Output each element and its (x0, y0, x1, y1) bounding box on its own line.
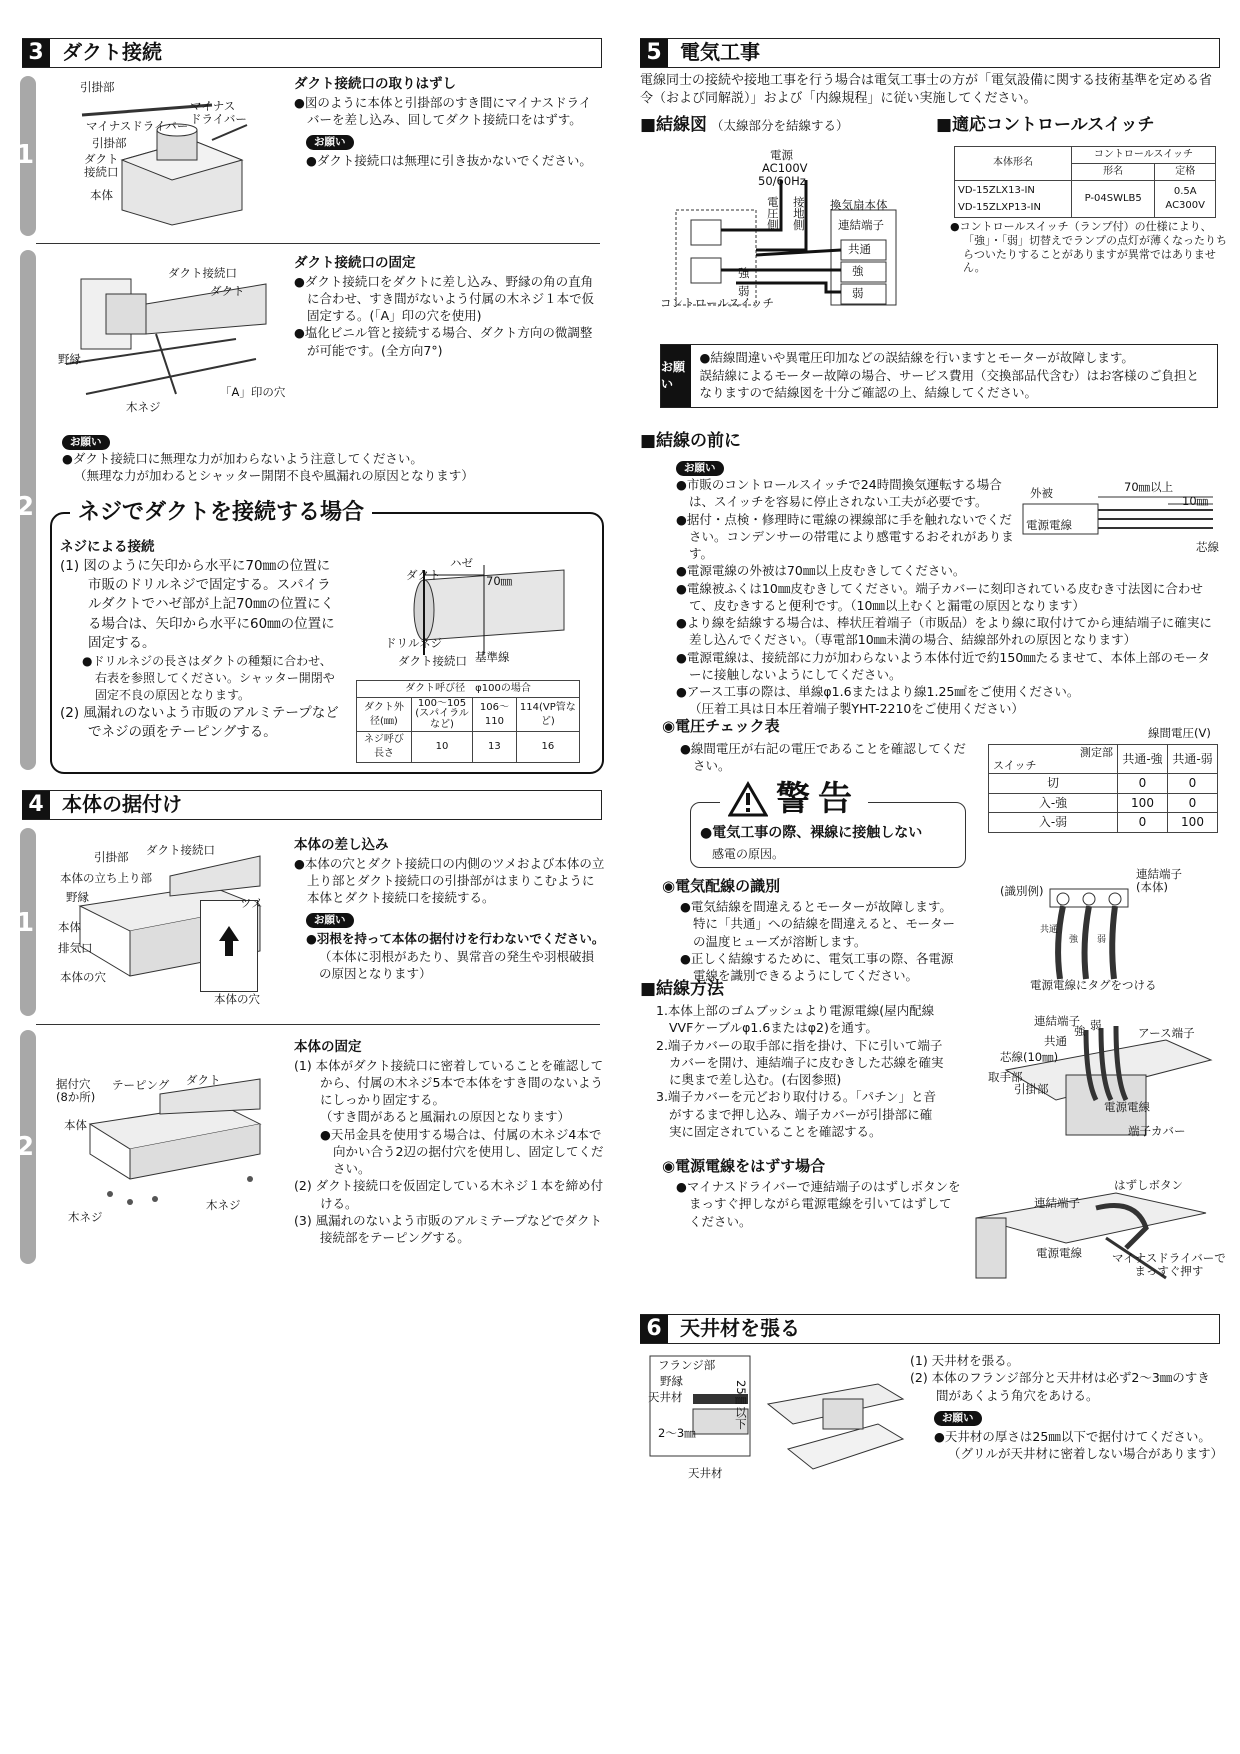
method-item: 2.端子カバーの取手部に指を掛け、下に引いて端子カバーを開け、連結端子に皮むきした芯線を確実に奥まで差し込む。(右図参照) (656, 1037, 944, 1087)
table-cell: 100 (1118, 793, 1168, 813)
wiring-subtitle: （太線部分を結線する） (711, 118, 849, 133)
step-number: 1 (16, 908, 35, 938)
switch-table (954, 146, 1216, 218)
fig-label: 天井材 (688, 1466, 723, 1480)
sec3-step2-text (294, 254, 600, 359)
method-title: ■結線方法 (640, 979, 725, 999)
fig-label: ダクト (406, 568, 441, 582)
fig-label: はずしボタン (1114, 1178, 1183, 1192)
table-cell: P-04SWLB5 (1071, 180, 1154, 217)
sec3-number: 3 (22, 39, 50, 67)
table-cell: 16 (516, 732, 579, 763)
screw-length-table (356, 680, 580, 763)
fig-label: 換気扇本体 (830, 198, 888, 212)
divider (36, 1024, 600, 1025)
table-cell: 切 (989, 774, 1118, 794)
fig-label: 電源電線 (1026, 518, 1072, 532)
table-header: スイッチ (993, 758, 1037, 772)
fig-label: 接地側 (791, 196, 806, 231)
fig-label: 野縁 (66, 890, 89, 904)
fig-label: コントロールスイッチ (660, 296, 774, 310)
table-cell: ダクト外径(㎜) (357, 697, 412, 732)
fig-label: 端子カバー (1128, 1124, 1186, 1138)
sec4-number: 4 (22, 791, 50, 819)
fig-label: ダクト (186, 1073, 221, 1087)
step-number: 2 (16, 492, 35, 522)
screw-subhead: ネジによる接続 (60, 539, 155, 555)
remove-bullet: ●マイナスドライバーで連結端子のはずしボタンをまっすぐ押しながら電源電線を引いてはずしてください。 (676, 1179, 961, 1229)
bullet: （圧着工具は日本圧着端子製YHT-2210をご使用ください） (689, 701, 1024, 717)
onegai-badge: お願い (676, 461, 724, 476)
fig-label: ドリルネジ (385, 636, 443, 650)
fig-label: 連結端子 (1034, 1014, 1080, 1028)
fig-label: 野縁 (58, 352, 81, 366)
table-header: 測定部 (1080, 746, 1113, 759)
fig-label: 電圧側 (765, 196, 780, 231)
fig-label: 木ネジ (126, 400, 161, 414)
note-line: ●ダクト接続口に無理な力が加わらないよう注意してください。 (62, 451, 423, 466)
step-number: 2 (16, 1132, 35, 1162)
fig-label: 弱 (1097, 935, 1107, 945)
fig-label: AC100V (762, 161, 808, 175)
fig-label: マイナスドライバーで まっすぐ押す (1112, 1251, 1226, 1279)
step-bar-4-2 (16, 1030, 36, 1264)
screw-item-1: (1) 図のように矢印から水平に70㎜の位置に市販のドリルネジで固定する。スパイラルダクトでハゼ部が上記70㎜の位置にくる場合は、矢印から水平に60㎜の位置に固定する。 (60, 558, 335, 651)
bullet: ●電源電線は、接続部に力が加わらないよう本体付近で約150㎜たるませて、本体上部のモーターに接触しないようにしてください。 (676, 649, 1211, 682)
sec3-title: ダクト接続 (62, 40, 162, 65)
remove-title: ◉電源電線をはずす場合 (662, 1157, 826, 1175)
identify-title: ◉電気配線の識別 (662, 877, 781, 895)
onegai-badge: お願い (62, 435, 110, 450)
fig-label: 本体 (64, 1118, 87, 1132)
fig-label: テーピング (112, 1078, 170, 1092)
fig-label: 強 (852, 264, 864, 278)
onegai-badge: お願い (306, 913, 354, 928)
table-header: 本体形名 (955, 147, 1072, 181)
bullet: ●より線を結線する場合は、棒状圧着端子（市販品）をより線に取付けてから連結端子に確実に差し込んでください。（専電部10㎜未満の場合、結線部外れの原因となります） (676, 615, 1212, 648)
switch-title: ■適応コントロールスイッチ (936, 115, 1155, 135)
sec4-title: 本体の据付け (62, 792, 182, 817)
fig-label: 共通 (1040, 925, 1059, 935)
method-item: 3.端子カバーを元どおり取付ける。「パチン」と音がするまで押し込み、端子カバーが引掛部に確実に固定されていることを確認する。 (656, 1089, 937, 1139)
table-header: 共通-弱 (1168, 745, 1218, 774)
voltage-unit: 線間電圧(V) (1148, 726, 1211, 740)
fig-label: 連結端子 (838, 218, 884, 232)
table-cell: 0 (1168, 774, 1218, 794)
fig-label: 「A」印の穴 (220, 385, 286, 399)
sec3-step1-heading: ダクト接続口の取りはずし (294, 76, 456, 92)
fig-label: マイナスドライバー (86, 119, 189, 133)
sec5-intro: 電線同士の接続や接地工事を行う場合は電気工事士の方が「電気設備に関する技術基準を定める省令（および同解説）」および「内線規程」に従い実施してください。 (640, 73, 1213, 106)
fig-label: 排気口 (58, 941, 93, 955)
fig-label: 基準線 (475, 650, 510, 664)
voltage-title-pos: ◉電圧チェック表 (662, 717, 780, 735)
fig-label: (識別例) (1000, 884, 1044, 898)
arrow-up-icon (201, 901, 257, 991)
sec4-step2-item: (2) ダクト接続口を仮固定している木ネジ１本を締め付ける。 (294, 1178, 604, 1211)
sec4-step2-item: （すき間があると風漏れの原因となります） (320, 1109, 571, 1125)
screw-box-title: ネジでダクトを接続する場合 (70, 498, 372, 528)
fig-label: 共通 (848, 242, 871, 256)
bullet: ●電源電線の外被は70㎜以上皮むきしてください。 (676, 563, 966, 579)
table-cell: ネジ呼び長さ (357, 732, 412, 763)
method-list (656, 1002, 944, 1140)
voltage-note: ●線間電圧が右記の電圧であることを確認してください。 (680, 741, 966, 774)
identify-list (680, 898, 962, 984)
body-hole-detail (200, 900, 258, 992)
table-cell: 0 (1168, 793, 1218, 813)
screw-item-2: (2) 風漏れのないよう市販のアルミテープなどでネジの頭をテーピングする。 (60, 705, 339, 741)
sec4-step1-text (294, 836, 606, 982)
onegai-badge: お願い (934, 1411, 982, 1426)
fig-label: 強 (738, 266, 750, 280)
notice-box (660, 344, 1218, 408)
notice-text: ●結線間違いや異電圧印加などの誤結線を行いますとモーターが故障します。 誤結線によるモーター故障の場合、サービス費用（交換部品代含む）はお客様のご負担となりますので結線図を十分ご確認の上、結線してください。 (699, 350, 1199, 400)
sec6-text (910, 1352, 1224, 1462)
fig-label: 本体の穴 (214, 992, 260, 1006)
fig-label: ツメ (240, 896, 263, 910)
note-line: ●羽根を持って本体の据付けを行わないでください。 (306, 931, 605, 947)
sec4-step1-bullet: ●本体の穴とダクト接続口の内側のツメおよび本体の立上り部とダクト接続口の引掛部がはまりこむように本体とダクト接続口を接続する。 (294, 855, 605, 906)
fig-label: 芯線(10㎜) (1000, 1050, 1059, 1064)
note-line: （本体に羽根があたり、異常音の発生や羽根破損の原因となります） (319, 948, 595, 981)
table-cell: 100 (1168, 813, 1218, 833)
fig-label: 引掛部 (80, 80, 115, 94)
bullet: ●電気結線を間違えるとモーターが故障します。特に「共通」への結線を間違えると、モーターの温度ヒューズが溶断します。 (680, 899, 956, 949)
fig-label: 本体の立ち上り部 (60, 871, 152, 885)
warning-triangle-icon (728, 781, 768, 817)
fig-label: 本体の穴 (60, 970, 106, 984)
note-line: ●天井材の厚さは25㎜以下で据付けてください。 (934, 1428, 1211, 1444)
table-header: 形名 (1071, 163, 1154, 180)
sec5-header (640, 38, 1220, 68)
table-cell: 入-弱 (989, 813, 1118, 833)
fig-label: 引掛部 (92, 136, 127, 150)
bullet: ●市販のコントロールスイッチで24時間換気運転する場合は、スイッチを容易に停止されない工夫が必要です。 (676, 477, 1002, 510)
fig-label: 連結端子 (本体) (1136, 867, 1182, 895)
sec5-number: 5 (640, 39, 668, 67)
fig-label: 強 (1074, 1024, 1086, 1038)
step-bar-4-1 (16, 828, 36, 1016)
sec6-item: (1) 天井材を張る。 (910, 1353, 1020, 1368)
fig-label: ダクト接続口 (146, 843, 215, 857)
table-cell: 10 (411, 732, 472, 763)
sec4-step2-item: (1) 本体がダクト接続口に密着していることを確認してから、付属の木ネジ5本で本体をすき間のないようにしっかり固定する。 (294, 1057, 604, 1108)
fig-label: 野縁 (660, 1374, 683, 1388)
fig-label: 天井材 (648, 1390, 683, 1404)
fig-label: 引掛部 (1014, 1082, 1049, 1096)
fig-label: 本体 (90, 188, 113, 202)
warning-header (720, 776, 868, 823)
sec3-step1-bullet: ●図のように本体と引掛部のすき間にマイナスドライバーを差し込み、回してダクト接続口をはずす。 (294, 94, 592, 127)
method-item: 1.本体上部のゴムブッシュより電源電線(屋内配線VVFケーブルφ1.6またはφ2)を通す。 (656, 1003, 935, 1036)
model-name: VD-15ZLXP13-IN (958, 201, 1041, 213)
table-cell: 13 (473, 732, 517, 763)
fig-label: 弱 (738, 284, 750, 298)
fig-label: 芯線 (1196, 540, 1219, 554)
fig-label: ダクト接続口 (168, 266, 237, 280)
sec4-step2-text (294, 1038, 604, 1246)
sec3-step1-note: ●ダクト接続口は無理に引き抜かないでください。 (306, 153, 592, 169)
sec5-title: 電気工事 (680, 40, 760, 65)
sec4-step2-heading: 本体の固定 (294, 1039, 362, 1055)
table-cell: 0.5A AC300V (1155, 180, 1216, 217)
sec6-item: (2) 本体のフランジ部分と天井材は必ず2～3㎜のすき間があくよう角穴をあける。 (910, 1370, 1210, 1403)
step-bar-3-2 (16, 250, 36, 770)
fig-label: 電源電線 (1104, 1100, 1150, 1114)
warning-sub: 感電の原因。 (712, 847, 785, 861)
fig-label: ダクト接続口 (398, 654, 467, 668)
fig-label: 取手部 (988, 1070, 1023, 1084)
divider (36, 243, 600, 244)
fig-label: 木ネジ (68, 1210, 103, 1224)
fig-label: 70㎜以上 (1124, 480, 1174, 494)
fig-label: 電源電線にタグをつける (1030, 978, 1157, 992)
table-header: 共通-強 (1118, 745, 1168, 774)
table-cell: 114(VP管など) (516, 697, 579, 732)
step-number: 1 (16, 140, 35, 170)
wiring-title: ■結線図 (640, 115, 708, 135)
bullet: ●電線被ふくは10㎜皮むきしてください。端子カバーに刻印されている皮むき寸法図に合わせて、皮むきすると便利です。（10㎜以上むくと漏電の原因となります） (676, 580, 1203, 613)
voltage-table (988, 744, 1218, 833)
fig-label: 木ネジ (206, 1198, 241, 1212)
step-bar-3-1 (16, 76, 36, 236)
fig-label: 2～3㎜ (658, 1426, 696, 1440)
fig-label: フランジ部 (658, 1358, 716, 1372)
sec6-number: 6 (640, 1315, 668, 1343)
fig-label: 電源 (770, 148, 793, 162)
fig-label: 強 (1069, 935, 1079, 945)
fig-label: 電源電線 (1036, 1246, 1082, 1260)
table-cell: 入-強 (989, 793, 1118, 813)
table-header: 定格 (1155, 163, 1216, 180)
fig-label: 連結端子 (1034, 1196, 1080, 1210)
sec3-step2-heading: ダクト接続口の固定 (294, 255, 416, 271)
sec3-step2-bullet: ●ダクト接続口をダクトに差し込み、野縁の角の直角に合わせ、すき間がないよう付属の木ネジ１本で仮固定する。(「A」印の穴を使用) (294, 273, 595, 324)
table-cell: 0 (1118, 774, 1168, 794)
note-line: （無理な力が加わるとシャッター開閉不良や風漏れの原因となります） (74, 468, 474, 484)
fig-label: 弱 (852, 286, 864, 300)
warning-title: 警告 (776, 779, 860, 819)
fig-label: 引掛部 (94, 850, 129, 864)
fig-label: 据付穴 (8か所) (56, 1077, 96, 1105)
sec3-header (22, 38, 602, 68)
screw-box-content (60, 538, 342, 742)
before-wiring-title: ■結線の前に (640, 431, 742, 451)
note-line: （グリルが天井材に密着しない場合があります） (948, 1446, 1224, 1461)
model-name: VD-15ZLX13-IN (958, 184, 1035, 196)
fig-label: ハゼ (450, 556, 473, 570)
fig-label: ダクト (210, 284, 245, 298)
sec6-header (640, 1314, 1220, 1344)
sec3-step2-note (62, 432, 602, 485)
screw-item-1-note: ●ドリルネジの長さはダクトの種類に合わせ、右表を参照してください。シャッター開閉や固定不良の原因となります。 (82, 653, 335, 702)
fig-label: 10㎜ (1182, 494, 1209, 508)
sec4-step2-note: ●天吊金具を使用する場合は、付属の木ネジ4本で向かい合う2辺の据付穴を使用し、固定してください。 (320, 1126, 604, 1177)
table-cell: 106～110 (473, 697, 517, 732)
sec4-step2-item: (3) 風漏れのないよう市販のアルミテープなどでダクト接続部をテーピングする。 (294, 1212, 603, 1246)
fig-label: マイナス ドライバー (190, 99, 247, 127)
fig-label: 弱 (1090, 1018, 1102, 1032)
sec3-step2-bullet: ●塩化ビニル管と接続する場合、ダクト方向の微調整が可能です。(全方向7°) (294, 325, 593, 358)
table-caption: ダクト呼び径 φ100の場合 (357, 681, 580, 698)
fig-label: 70㎜ (486, 574, 513, 588)
fig-label: ダクト 接続口 (84, 152, 119, 180)
sec4-step1-heading: 本体の差し込み (294, 837, 389, 853)
table-cell: 0 (1118, 813, 1168, 833)
warning-line: ●電気工事の際、裸線に接触しない (700, 825, 923, 841)
sec4-header (22, 790, 602, 820)
bullet: ●正しく結線するために、電気工事の際、各電源電線を識別できるようにしてください。 (680, 950, 954, 983)
fig-label: 本体 (58, 920, 81, 934)
sec3-step1-text (294, 75, 600, 169)
onegai-badge: お願い (306, 135, 354, 150)
wiring-title-row (640, 114, 849, 137)
fig-label: 共通 (1044, 1034, 1067, 1048)
fig-label: アース端子 (1138, 1026, 1195, 1040)
bullet: ●アース工事の際は、単線φ1.6またはより線1.25㎟をご使用ください。 (676, 684, 1080, 699)
sec6-title: 天井材を張る (680, 1316, 800, 1341)
table-header: コントロールスイッチ (1071, 147, 1215, 164)
notice-label: お願い (661, 345, 691, 407)
table-cell: 100～105 (スパイラルなど) (411, 697, 472, 732)
bullet: ●据付・点検・修理時に電線の裸線部に手を触れないでください。コンデンサーの帯電により感電するおそれがあります。 (676, 511, 1014, 561)
switch-note: ●コントロールスイッチ（ランプ付）の仕様により、「強」・「弱」切替えでランプの点灯が薄くなったりちらついたりすることがありますが異常ではありません。 (950, 220, 1227, 275)
fig-label: 50/60Hz (758, 174, 806, 188)
fig-label: 25㎜以下 (733, 1380, 748, 1430)
fig-label: 外被 (1030, 486, 1053, 500)
